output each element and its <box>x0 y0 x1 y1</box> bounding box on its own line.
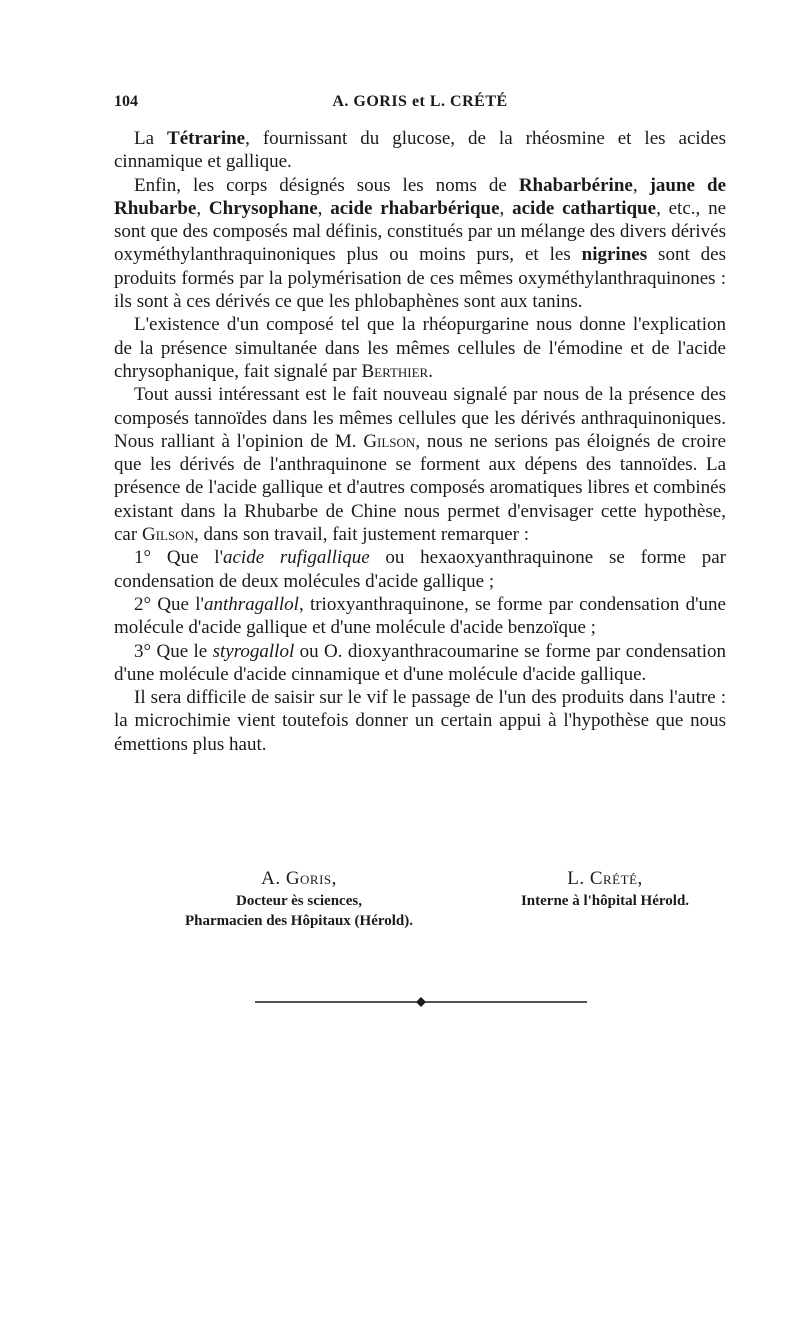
term-acide-rufigallique: acide rufigallique <box>223 547 370 569</box>
list-item-2: 2° Que l'anthragallol, trioxyanthraquinone, se forme par condensation d'une molécule d'acide gallique et d'une molécule d'acide benzoïque ; <box>114 593 726 639</box>
author-berthier: Berthier <box>361 360 429 382</box>
term-jaune-de-rhubarbe: jaune de Rhubarbe <box>114 174 727 219</box>
signature-name: A. Goris, <box>261 868 337 889</box>
term-acide-cathartique: acide cathartique <box>512 197 657 219</box>
list-item-3: 3° Que le styrogallol ou O. dioxyanthracoumarine se forme par condensation d'une molécule d'acide cinnamique et d'une molécule d'acide gallique. <box>114 640 726 685</box>
signature-title: Docteur ès sciences, <box>236 893 362 909</box>
term-styrogallol: styrogallol <box>212 640 295 662</box>
paragraph-rhabarberine: Enfin, les corps désignés sous les noms de Rhabarbérine, jaune de Rhubarbe, Chrysophane, acide rhabarbérique, acide cathartique, etc., ne sont que des composés mal définis, constitués par un mélange des divers dérivés oxyméthylanthraquinoniques plus ou moins purs, et les nigrines sont des produits formés par la polymérisation de ces mêmes oxyméthylanthraquinones : ils sont à ces dérivés ce que les phlobaphènes sont aux tanins. <box>114 174 727 313</box>
list-item-1: 1° Que l'acide rufigallique ou hexaoxyanthraquinone se forme par condensation de deux molécules d'acide gallique ; <box>114 547 726 592</box>
page-number: 104 <box>114 93 138 110</box>
term-acide-rhabarberique: acide rhabarbérique <box>330 197 500 219</box>
running-title: A. GORIS et L. CRÉTÉ <box>332 93 508 110</box>
signature-name: L. Crété, <box>567 868 643 889</box>
page-header <box>114 93 726 113</box>
signatures <box>114 867 726 947</box>
paragraph-tetrarine: La Tétrarine, fournissant du glucose, de la rhéosmine et les acides cinnamique et gallique. <box>114 128 726 173</box>
term-nigrines: nigrines <box>581 244 648 266</box>
signature-title: Interne à l'hôpital Hérold. <box>520 893 690 909</box>
signature-crete <box>484 867 726 911</box>
article-body <box>114 127 726 756</box>
paragraph-rheopurgarine: L'existence d'un composé tel que la rhéopurgarine nous donne l'explication de la présence simultanée dans les mêmes cellules de l'émodine et de l'acide chrysophanique, fait signalé par Berthier. <box>114 314 726 382</box>
term-anthragallol: anthragallol <box>203 593 299 615</box>
term-chrysophane: Chrysophane <box>208 197 318 219</box>
paragraph-conclusion: Il sera difficile de saisir sur le vif le passage de l'un des produits dans l'autre : la microchimie vient toutefois donner un certain appui à l'hypothèse que nous émettions plus haut. <box>114 687 726 755</box>
end-ornament-rule <box>255 997 587 1007</box>
author-gilson-2: Gilson <box>141 524 194 546</box>
paragraph-tannoides: Tout aussi intéressant est le fait nouveau signalé par nous de la présence des composés tannoïdes dans les mêmes cellules que les dérivés anthraquinoniques. Nous ralliant à l'opinion de M. Gilson, nous ne serions pas éloignés de croire que les dérivés de l'anthraquinone se forment aux dépens des tannoïdes. La présence de l'acide gallique et d'autres composés aromatiques libres et combinés existant dans la Rhubarbe de Chine nous permet d'envisager cette hypothèse, car Gilson, dans son travail, fait justement remarquer : <box>114 384 726 546</box>
term-tetrarine: Tétrarine <box>167 128 246 149</box>
term-rhabarberine: Rhabarbérine <box>518 174 633 196</box>
author-gilson: Gilson <box>363 430 416 452</box>
signature-affiliation: Pharmacien des Hôpitaux (Hérold). <box>184 913 414 929</box>
signature-goris <box>114 867 484 931</box>
